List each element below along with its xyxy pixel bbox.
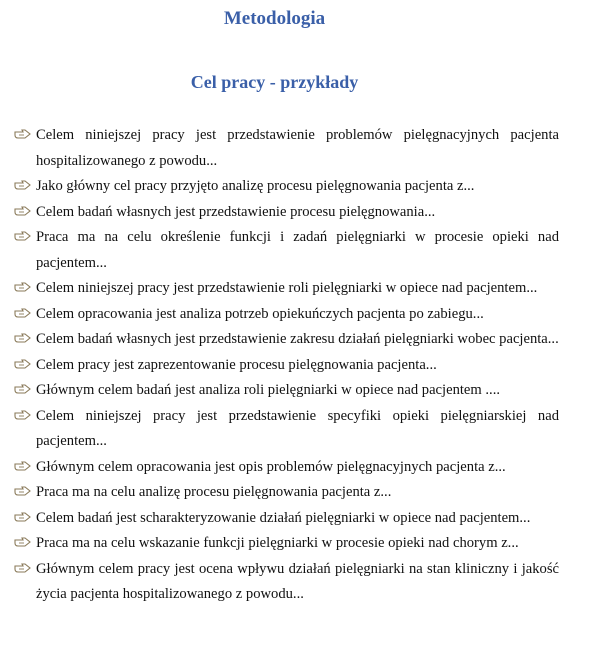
- pointing-hand-icon: [14, 204, 31, 218]
- list-item: [14, 276, 559, 302]
- list-item: [14, 506, 559, 532]
- list-item-text: Celem opracowania jest analiza potrzeb opiekuńczych pacjenta po zabiegu...: [36, 305, 484, 322]
- pointing-hand-icon: [14, 561, 31, 575]
- pointing-hand-icon: [14, 535, 31, 549]
- list-item-text: Celem badań jest scharakteryzowanie działań pielęgniarki w opiece nad pacjentem...: [36, 509, 531, 526]
- list-item-text: Celem badań własnych jest przedstawienie zakresu działań pielęgniarki wobec pacjenta...: [36, 331, 559, 347]
- pointing-hand-icon: [14, 127, 31, 141]
- list-item-text: Praca ma na celu określenie funkcji i zadań pielęgniarki w procesie opieki nad pacjentem...: [36, 229, 559, 271]
- list-item-text: Głównym celem badań jest analiza roli pielęgniarki w opiece nad pacjentem ....: [36, 382, 500, 398]
- list-item: [14, 531, 559, 557]
- list-item-text: Praca ma na celu analizę procesu pielęgnowania pacjenta z...: [36, 484, 392, 500]
- pointing-hand-icon: [14, 459, 31, 473]
- list-item: [14, 302, 559, 328]
- list-item-text: Celem badań własnych jest przedstawienie procesu pielęgnowania...: [36, 203, 436, 220]
- pointing-hand-icon: [14, 306, 31, 320]
- list-item: [14, 225, 559, 276]
- list-item-text: Celem niniejszej pracy jest przedstawienie specyfiki opieki pielęgniarskiej nad pacjentem...: [36, 407, 559, 449]
- list-item-text: Głównym celem opracowania jest opis problemów pielęgnacyjnych pacjenta z...: [36, 458, 506, 475]
- list-item: [14, 455, 559, 481]
- list-item: [14, 174, 559, 200]
- list-item: [14, 200, 559, 226]
- pointing-hand-icon: [14, 484, 31, 498]
- list-item: [14, 557, 559, 608]
- pointing-hand-icon: [14, 357, 31, 371]
- pointing-hand-icon: [14, 382, 31, 396]
- section-subtitle: Cel pracy - przykłady: [190, 72, 359, 92]
- list-item: [14, 378, 559, 404]
- list-item: [14, 353, 559, 379]
- pointing-hand-icon: [14, 178, 31, 192]
- list-item: [14, 123, 559, 174]
- list-item-text: Głównym celem pracy jest ocena wpływu działań pielęgniarki na stan kliniczny i jakość życia pacjenta hospitalizowanego z powodu...: [36, 560, 559, 602]
- list-item-text: Jako główny cel pracy przyjęto analizę procesu pielęgnowania pacjenta z...: [36, 178, 475, 194]
- list-item-text: Celem niniejszej pracy jest przedstawienie roli pielęgniarki w opiece nad pacjentem...: [36, 280, 538, 296]
- pointing-hand-icon: [14, 510, 31, 524]
- pointing-hand-icon: [14, 331, 31, 345]
- pointing-hand-icon: [14, 408, 31, 422]
- goals-list: [14, 123, 559, 608]
- pointing-hand-icon: [14, 229, 31, 243]
- list-item: [14, 327, 559, 353]
- pointing-hand-icon: [14, 280, 31, 294]
- list-item: [14, 404, 559, 455]
- list-item: [14, 480, 559, 506]
- page-title: Metodologia: [223, 8, 326, 29]
- list-item-text: Celem pracy jest zaprezentowanie procesu pielęgnowania pacjenta...: [36, 356, 437, 373]
- list-item-text: Praca ma na celu wskazanie funkcji pielęgniarki w procesie opieki nad chorym z...: [36, 535, 519, 551]
- list-item-text: Celem niniejszej pracy jest przedstawienie problemów pielęgnacyjnych pacjenta hospitalizowanego z powodu...: [36, 127, 559, 169]
